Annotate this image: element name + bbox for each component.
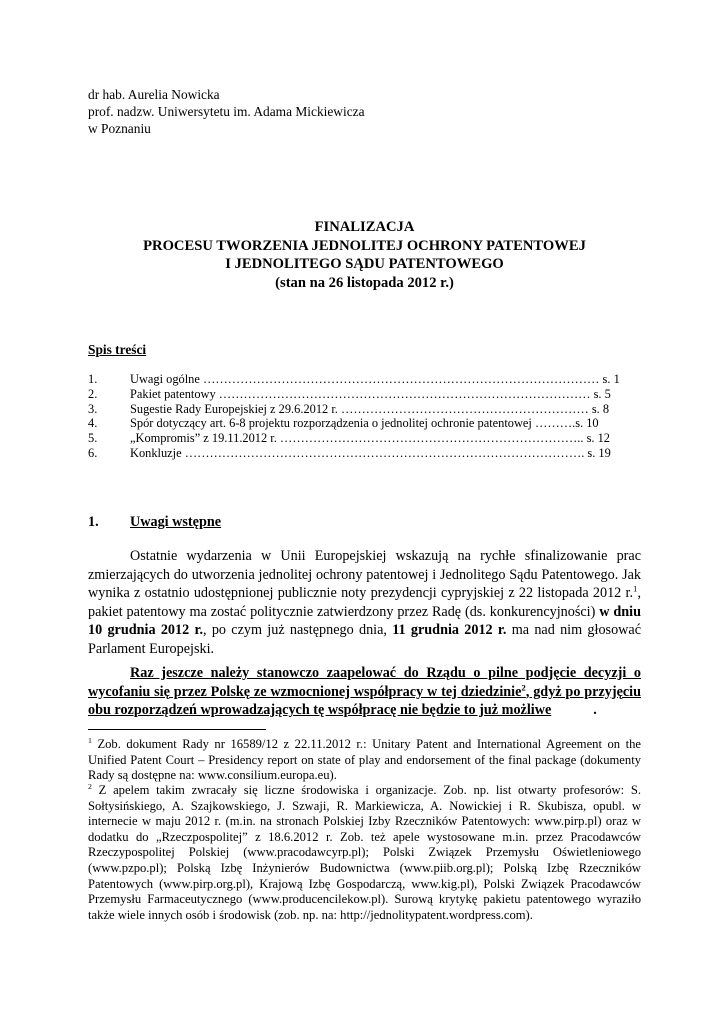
toc-item-number: 4. [88,416,98,431]
toc-item [88,446,641,461]
footnote-text: Zob. dokument Rady nr 16589/12 z 22.11.2012 r.: Unitary Patent and International Agreement on the Unified Patent Court – Presidency report on state of play and endorsement of the final package (dokumenty Rady są dostępne na: www.consilium.europa.eu). [88,737,641,783]
section-heading [88,514,221,531]
toc-item-text: Sugestie Rady Europejskiej z 29.6.2012 r. …………………………………………………… s. 8 [130,401,610,416]
toc-item [88,372,641,387]
footnote-ref-2: 2 [521,681,526,692]
title-date: (stan na 26 listopada 2012 r.) [275,274,454,291]
footnote-number: 1 [88,735,92,745]
toc-item-text: Konkluzje ……………………………………………………………………………………. s. 19 [130,445,611,460]
appeal-text: , gdyż po przyjęciu obu rozporządzeń wprowadzających tę współpracę nie będzie to już możliwe [88,683,641,719]
author-name: dr hab. Aurelia Nowicka [88,87,220,102]
toc-item-number: 5. [88,431,98,446]
title-line-2: PROCESU TWORZENIA JEDNOLITEJ OCHRONY PATENTOWEJ [143,237,586,254]
footnote-text: Z apelem takim zwracały się liczne środowiska i organizacje. Zob. np. list otwarty profesorów: S. Sołtysińskiego, A. Szajkowskiego, J. Szwaji, R. Markiewicza, A. Nowickiej i R. Skubisza, opubl. w internecie w maju 2012 r. (m.in. na stronach Polskiej Izby Rzeczników Patentowych: www.pirp.pl) oraz w dodatku do „Rzeczpospolitej” z 18.6.2012 r. Zob. też apele wystosowane m.in. przez Pracodawców Rzeczypospolitej Polskiej (www.pracodawcyrp.pl); Polski Związek Przemysłu Oświetleniowego (www.pzpo.pl); Polską Izbę Inżynierów Budownictwa (www.piib.org.pl); Polską Izbę Rzeczników Patentowych (www.pirp.org.pl), Krajową Izbę Gospodarczą, www.kig.pl), Polski Związek Pracodawców Przemysłu Farmaceutycznego (www.producencilekow.pl). Surową krytykę pakietu patentowego wyraziło także wiele innych osób i środowisk (zob. np. na: http://jednolitypatent.wordpress.com). [88,783,641,922]
section-number: 1. [88,514,99,530]
toc-item-number: 1. [88,372,98,386]
appeal-period: . [593,702,597,719]
appeal-text: Raz jeszcze należy stanowczo zaapelować do Rządu o pilne podjęcie decyzji o wycofaniu się przez Polskę ze wzmocnionej współpracy w tej dziedzinie [88,665,641,700]
toc-item-number: 2. [88,386,98,401]
section-title: Uwagi wstępne [130,514,222,530]
toc-item [88,416,641,431]
footnote-ref-1: 1 [633,583,638,594]
author-block [88,86,365,137]
footnote-1 [88,737,641,784]
footnote-number: 2 [88,781,92,791]
toc-item-text: „Kompromis” z 19.11.2012 r. ……………………………………………………………….. s. 12 [130,431,611,446]
bold-date-parliament: 11 grudnia 2012 r. [392,622,507,639]
title-line-3: I JEDNOLITEGO SĄDU PATENTOWEGO [225,256,504,272]
toc-item-text: Uwagi ogólne …………………………………………………………………………………… s. 1 [130,372,620,386]
toc-item-text: Pakiet patentowy ……………………………………………………………………………… s. 5 [130,386,611,401]
table-of-contents [88,372,641,461]
bold-date-council: w dniu 10 grudnia 2012 r. [88,603,641,639]
toc-item [88,387,641,402]
toc-heading: Spis treści [88,342,147,357]
appeal-paragraph [88,664,641,720]
toc-item-number: 3. [88,401,98,416]
toc-item-number: 6. [88,445,98,460]
body-paragraph-1 [88,547,641,659]
footnote-2 [88,783,641,923]
author-city: w Poznaniu [88,121,151,136]
title-line-1: FINALIZACJA [314,219,415,235]
footnote-separator [88,729,266,730]
paragraph-text: Ostatnie wydarzenia w Unii Europejskiej wskazują na rychłe sfinalizowanie prac zmierzających do utworzenia jednolitej ochrony patentowej i Jednolitego Sądu Patentowego. Jak wynika z ostatnio udostępnionej publicznie noty prezydencji cypryjskiej z 22 listopada 2012 r. [88,548,641,602]
paragraph-text: , pakiet patentowy ma zostać politycznie zatwierdzony przez Radę (ds. konkurencyjności) [88,585,641,620]
author-affiliation: prof. nadzw. Uniwersytetu im. Adama Mickiewicza [88,104,365,119]
toc-item-text: Spór dotyczący art. 6-8 projektu rozporządzenia o jednolitej ochronie patentowej ……….s. 10 [130,416,599,431]
document-title [88,218,641,292]
paragraph-text: ma nad nim głosować Parlament Europejski. [88,622,641,657]
toc-item [88,402,641,417]
paragraph-text: , po czym już następnego dnia, [203,622,393,639]
toc-item [88,431,641,446]
